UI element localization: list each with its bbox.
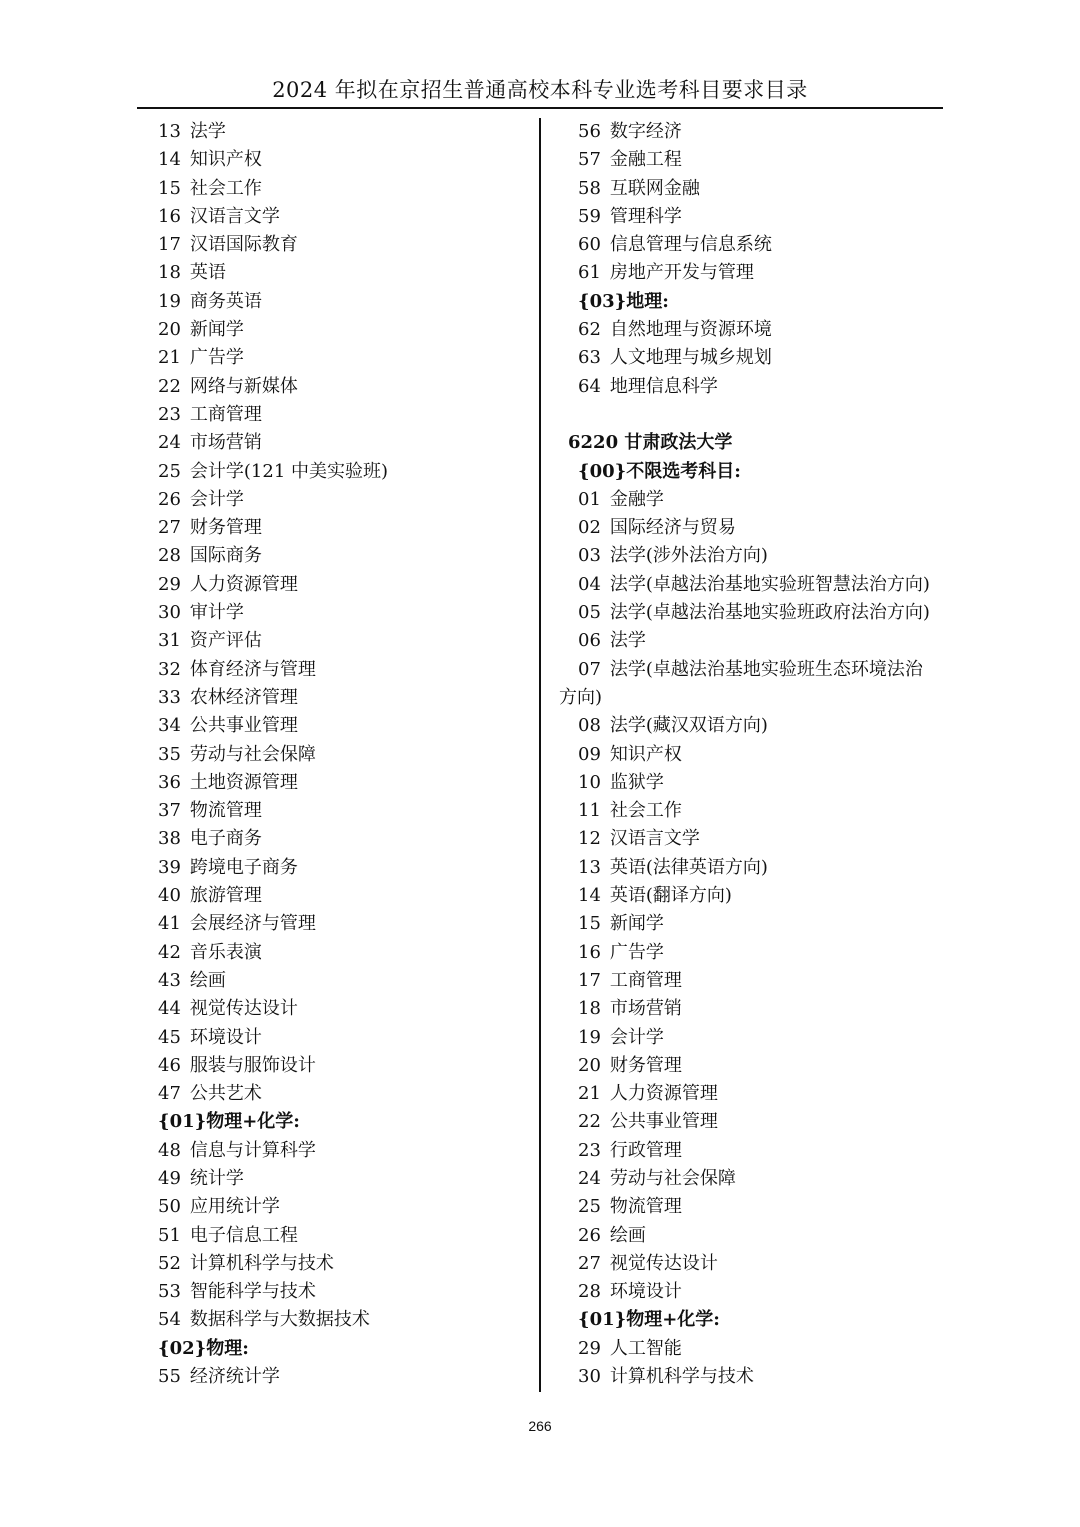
major-number: 18 [158,262,181,284]
major-number: 17 [158,234,181,256]
major-number: 11 [578,800,601,822]
major-list-item [158,854,530,882]
major-list-item [578,514,958,542]
major-number: 07 [578,658,601,680]
major-name: 应用统计学 [189,1196,280,1218]
major-number: 21 [158,347,181,369]
major-list-item [158,231,530,259]
major-number: 10 [578,771,601,793]
page-title: 2024 年拟在京招生普通高校本科专业选考科目要求目录 [272,78,808,102]
major-list-item [158,175,530,203]
major-number: 04 [578,573,601,595]
major-number: 40 [158,885,181,907]
major-list-item [158,1080,530,1108]
major-name: 国际经济与贸易 [609,517,736,539]
major-number: 15 [158,177,181,199]
major-list-item [578,1137,958,1165]
major-number: 29 [158,573,181,595]
major-list-item [578,854,958,882]
major-name: 法学 [189,121,226,142]
major-name: 法学 [609,630,646,652]
major-number: 01 [578,488,601,510]
major-name: 体育经济与管理 [189,658,316,680]
major-list-item [158,741,530,769]
major-name: 行政管理 [609,1139,682,1161]
major-list-item [158,910,530,938]
major-list-item [158,288,530,316]
major-name: 土地资源管理 [189,771,298,793]
major-list-item [158,1278,530,1306]
major-list-item [578,1108,958,1136]
major-list-item [158,458,530,486]
major-name: 环境设计 [189,1026,262,1048]
major-number: 19 [578,1026,601,1048]
major-name: 社会工作 [609,800,682,822]
major-name: 人力资源管理 [609,1083,718,1105]
major-number: 22 [578,1111,601,1133]
major-name: 经济统计学 [189,1366,280,1388]
major-number: 20 [578,1054,601,1076]
major-list-item [578,316,958,344]
major-name: 审计学 [189,602,244,624]
major-list-item [158,599,530,627]
major-name: 劳动与社会保障 [189,743,316,765]
major-name: 音乐表演 [189,941,262,963]
subject-requirement-heading: {01}物理+化学: [158,1111,300,1133]
major-number: 63 [578,347,601,369]
major-name: 英语 [189,262,226,284]
major-number: 52 [158,1252,181,1274]
major-list-item [578,118,958,146]
spacer [578,401,958,429]
major-number: 24 [158,432,181,454]
left-column [158,118,530,1391]
major-name: 智能科学与技术 [189,1281,316,1303]
major-number: 26 [158,488,181,510]
major-number: 39 [158,856,181,878]
header-rule [137,107,943,109]
major-list-item [578,175,958,203]
major-list-item [578,712,958,740]
major-name: 公共事业管理 [609,1111,718,1133]
major-name: 统计学 [189,1167,244,1189]
major-list-item [578,627,958,655]
major-list-item [578,1024,958,1052]
major-list-item [158,429,530,457]
major-name: 工商管理 [189,403,262,425]
major-name: 监狱学 [609,771,664,793]
major-name: 金融学 [609,488,664,510]
major-list-item [158,769,530,797]
major-name: 数字经济 [609,121,682,142]
major-name: 会展经济与管理 [189,913,316,935]
major-list-item [158,1306,530,1334]
major-name: 电子信息工程 [189,1224,298,1246]
major-number: 53 [158,1281,181,1303]
major-name: 资产评估 [189,630,262,652]
page-number: 266 [528,1418,552,1434]
major-list-item [158,1250,530,1278]
major-number: 57 [578,149,601,171]
major-name: 数据科学与大数据技术 [189,1309,370,1331]
major-number: 49 [158,1167,181,1189]
major-number: 14 [158,149,181,171]
major-name: 会计学 [189,488,244,510]
major-number: 62 [578,319,601,341]
major-name: 环境设计 [609,1281,682,1303]
major-list-item [578,1080,958,1108]
major-number: 42 [158,941,181,963]
major-number: 19 [158,290,181,312]
major-list-item [578,967,958,995]
major-list-item [578,1278,958,1306]
major-name: 商务英语 [189,290,262,312]
major-list-item [578,939,958,967]
major-number: 31 [158,630,181,652]
major-number: 14 [578,885,601,907]
major-list-item [578,599,958,627]
major-list-item [158,316,530,344]
major-name: 英语(翻译方向) [609,885,732,907]
major-number: 20 [158,319,181,341]
major-name: 人文地理与城乡规划 [609,347,772,369]
major-name: 信息管理与信息系统 [609,234,772,256]
major-number: 16 [158,205,181,227]
major-list-item [158,401,530,429]
major-list-item [578,1222,958,1250]
major-number: 55 [158,1366,181,1388]
major-number: 50 [158,1196,181,1218]
major-number: 02 [578,517,601,539]
major-number: 32 [158,658,181,680]
major-number: 36 [158,771,181,793]
major-list-item [158,1363,530,1391]
major-name: 视觉传达设计 [609,1252,718,1274]
major-list-item [578,882,958,910]
major-list-item [578,231,958,259]
major-name: 公共艺术 [189,1083,262,1105]
major-name: 市场营销 [189,432,262,454]
major-name: 旅游管理 [189,885,262,907]
major-name: 广告学 [609,941,664,963]
major-list-item [578,542,958,570]
major-name: 绘画 [609,1224,646,1246]
major-name: 财务管理 [609,1054,682,1076]
major-name: 法学(藏汉双语方向) [609,715,768,737]
major-number: 44 [158,998,181,1020]
major-name: 网络与新媒体 [189,375,298,397]
major-name: 财务管理 [189,517,262,539]
major-number: 15 [578,913,601,935]
subject-requirement-heading: {00}不限选考科目: [578,460,741,482]
major-list-item [578,571,958,599]
major-number: 28 [578,1281,601,1303]
major-number: 23 [578,1139,601,1161]
major-name: 英语(法律英语方向) [609,856,768,878]
major-number: 17 [578,969,601,991]
major-list-item [158,712,530,740]
subject-requirement-heading: {01}物理+化学: [578,1309,720,1331]
major-list-item [158,373,530,401]
major-number: 47 [158,1083,181,1105]
major-list-item [158,203,530,231]
major-name: 地理信息科学 [609,375,718,397]
major-list-item [158,967,530,995]
major-number: 25 [578,1196,601,1218]
major-name: 国际商务 [189,545,262,567]
major-name: 电子商务 [189,828,262,850]
major-name: 法学(卓越法治基地实验班生态环境法治 [609,658,923,680]
major-number: 38 [158,828,181,850]
major-list-item [578,373,958,401]
major-name: 绘画 [189,969,226,991]
major-list-item [578,203,958,231]
major-name: 计算机科学与技术 [609,1366,754,1388]
major-name-continuation: 方向) [559,686,603,708]
major-name: 计算机科学与技术 [189,1252,334,1274]
major-list-item [158,1222,530,1250]
major-number: 64 [578,375,601,397]
major-list-item [578,486,958,514]
major-number: 43 [158,969,181,991]
subject-requirement-heading: {03}地理: [578,290,669,312]
major-name: 管理科学 [609,205,682,227]
major-list-item [578,1193,958,1221]
major-list-item [158,882,530,910]
major-number: 30 [158,602,181,624]
major-number: 28 [158,545,181,567]
major-list-item [158,1193,530,1221]
major-list-item [578,344,958,372]
major-list-item [158,118,530,146]
major-number: 21 [578,1083,601,1105]
major-number: 48 [158,1139,181,1161]
major-name: 公共事业管理 [189,715,298,737]
major-name: 法学(涉外法治方向) [609,545,768,567]
major-list-item [158,1165,530,1193]
major-list-item [158,514,530,542]
subject-requirement-heading: {02}物理: [158,1337,249,1359]
major-number: 61 [578,262,601,284]
major-number: 60 [578,234,601,256]
major-list-item [578,741,958,769]
major-list-item [158,486,530,514]
major-name: 知识产权 [609,743,682,765]
major-list-item [559,656,958,713]
major-number: 03 [578,545,601,567]
major-number: 41 [158,913,181,935]
major-list-item [578,825,958,853]
major-number: 37 [158,800,181,822]
major-list-item [158,797,530,825]
major-list-item [578,910,958,938]
major-name: 服装与服饰设计 [189,1054,316,1076]
major-name: 会计学(121 中美实验班) [189,460,389,482]
major-name: 汉语言文学 [609,828,700,850]
major-number: 22 [158,375,181,397]
major-number: 13 [578,856,601,878]
major-name: 法学(卓越法治基地实验班智慧法治方向) [609,573,930,595]
major-number: 27 [158,517,181,539]
major-list-item [578,259,958,287]
major-number: 51 [158,1224,181,1246]
major-number: 29 [578,1337,601,1359]
major-list-item [578,995,958,1023]
major-name: 新闻学 [609,913,664,935]
major-number: 05 [578,602,601,624]
major-list-item [578,146,958,174]
major-name: 法学(卓越法治基地实验班政府法治方向) [609,602,930,624]
right-column [559,118,958,1391]
major-name: 农林经济管理 [189,686,298,708]
major-list-item [158,656,530,684]
major-list-item [158,939,530,967]
major-number: 56 [578,121,601,142]
major-list-item [158,627,530,655]
major-name: 人工智能 [609,1337,682,1359]
major-name: 互联网金融 [609,177,700,199]
major-number: 45 [158,1026,181,1048]
major-number: 09 [578,743,601,765]
major-number: 12 [578,828,601,850]
major-name: 市场营销 [609,998,682,1020]
major-name: 汉语言文学 [189,205,280,227]
major-name: 物流管理 [189,800,262,822]
major-list-item [158,542,530,570]
major-number: 27 [578,1252,601,1274]
major-list-item [158,995,530,1023]
major-list-item [578,797,958,825]
major-list-item [158,1137,530,1165]
major-name: 人力资源管理 [189,573,298,595]
major-name: 工商管理 [609,969,682,991]
major-list-item [158,684,530,712]
major-number: 34 [158,715,181,737]
major-list-item [158,146,530,174]
major-number: 16 [578,941,601,963]
major-list-item [578,1335,958,1363]
major-name: 物流管理 [609,1196,682,1218]
major-name: 信息与计算科学 [189,1139,316,1161]
major-number: 23 [158,403,181,425]
major-list-item [158,571,530,599]
major-list-item [578,1250,958,1278]
major-number: 54 [158,1309,181,1331]
major-number: 58 [578,177,601,199]
major-number: 26 [578,1224,601,1246]
major-name: 新闻学 [189,319,244,341]
major-list-item [578,1052,958,1080]
school-heading: 6220 甘肃政法大学 [568,432,733,454]
major-number: 30 [578,1366,601,1388]
major-name: 金融工程 [609,149,682,171]
major-number: 59 [578,205,601,227]
major-number: 25 [158,460,181,482]
major-list-item [578,1165,958,1193]
major-number: 06 [578,630,601,652]
major-number: 24 [578,1167,601,1189]
major-number: 35 [158,743,181,765]
major-list-item [158,825,530,853]
major-name: 房地产开发与管理 [609,262,754,284]
major-name: 社会工作 [189,177,262,199]
major-number: 08 [578,715,601,737]
major-name: 广告学 [189,347,244,369]
major-number: 46 [158,1054,181,1076]
major-number: 18 [578,998,601,1020]
major-name: 视觉传达设计 [189,998,298,1020]
major-name: 汉语国际教育 [189,234,298,256]
major-number: 33 [158,686,181,708]
major-list-item [158,259,530,287]
major-list-item [158,1024,530,1052]
major-list-item [158,1052,530,1080]
major-name: 知识产权 [189,149,262,171]
major-name: 跨境电子商务 [189,856,298,878]
major-number: 13 [158,121,181,142]
column-divider [539,118,541,1392]
major-name: 自然地理与资源环境 [609,319,772,341]
major-list-item [158,344,530,372]
major-name: 劳动与社会保障 [609,1167,736,1189]
major-name: 会计学 [609,1026,664,1048]
major-list-item [578,769,958,797]
major-list-item [578,1363,958,1391]
